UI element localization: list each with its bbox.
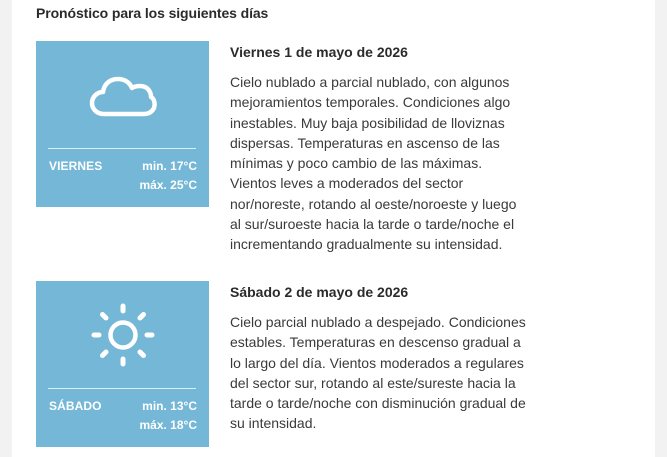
forecast-card-sabado [36,281,209,447]
min-temperature: min. 17°C [142,159,197,173]
min-temperature: min. 13°C [142,399,197,413]
forecast-date: Viernes 1 de mayo de 2026 [230,44,408,60]
forecast-description: Cielo nublado a parcial nublado, con algunos mejoramientos temporales. Condiciones algo inestables. Muy baja posibilidad de lloviznas dispersas. Temperaturas en ascenso de las mínimas y poco cambio de las máximas. Vientos leves a moderados del sector nor/noreste, rotando al oeste/noroeste y luego al sur/suroeste hacia la tarde o tarde/noche el incrementando gradualmente su intensidad. [230,74,517,253]
max-temperature: máx. 18°C [139,418,197,432]
card-divider [48,388,196,389]
forecast-panel [12,0,655,457]
cloud-icon [36,73,209,121]
forecast-description: Cielo parcial nublado a despejado. Condiciones estables. Temperaturas en descenso gradual a lo largo del día. Vientos moderados a regulares del sector sur, rotando al este/sureste hacia la tarde o tarde/noche con disminución gradual de su intensidad. [230,314,526,432]
section-title: Pronóstico para los siguientes días [36,5,269,21]
forecast-entry-viernes [230,44,530,255]
forecast-card-viernes [36,41,209,207]
sun-icon [36,302,209,368]
forecast-entry-sabado [230,284,530,434]
day-label: VIERNES [49,159,103,173]
day-label: SÁBADO [49,399,102,413]
forecast-date: Sábado 2 de mayo de 2026 [230,284,409,300]
card-divider [48,148,196,149]
max-temperature: máx. 25°C [139,178,197,192]
